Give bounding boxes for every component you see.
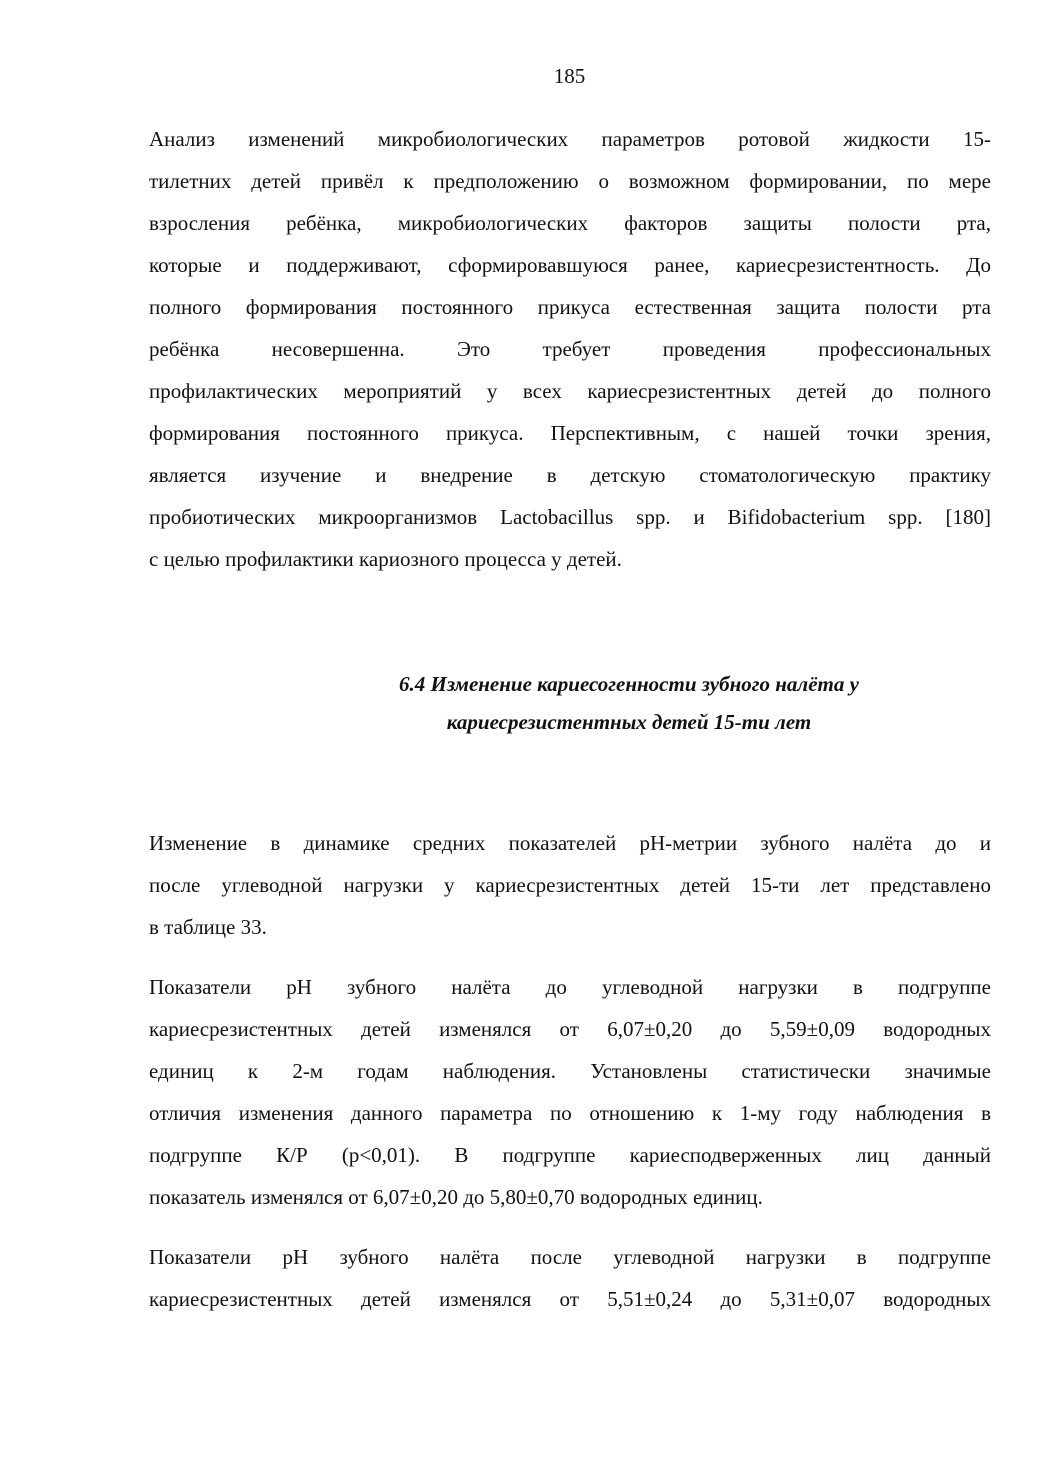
text-line: в таблице 33.: [149, 915, 267, 939]
text-line: с целью профилактики кариозного процесса у детей.: [149, 547, 622, 571]
text-line: Изменение в динамике средних показателей pH-метрии зубного налёта до и: [149, 831, 991, 855]
text-line: ребёнка несовершенна. Это требует проведения профессиональных: [149, 337, 991, 361]
text-line: Показатели pH зубного налёта до углеводной нагрузки в подгруппе: [149, 975, 991, 999]
text-line: показатель изменялся от 6,07±0,20 до 5,80±0,70 водородных единиц.: [149, 1185, 763, 1209]
text-line: после углеводной нагрузки у кариесрезистентных детей 15-ти лет представлено: [149, 873, 991, 897]
text-line: которые и поддерживают, сформировавшуюся ранее, кариесрезистентность. До: [149, 253, 991, 277]
paragraph-microbiology-analysis: [149, 118, 991, 580]
section-heading: [149, 665, 991, 741]
text-line: тилетних детей привёл к предположению о возможном формировании, по мере: [149, 169, 991, 193]
text-line: пробиотических микроорганизмов Lactobacillus spp. и Bifidobacterium spp. [180]: [149, 505, 991, 529]
text-line: Показатели pH зубного налёта после углеводной нагрузки в подгруппе: [149, 1245, 991, 1269]
text-line: отличия изменения данного параметра по отношению к 1-му году наблюдения в: [149, 1101, 991, 1125]
heading-line: 6.4 Изменение кариесогенности зубного налёта у: [399, 672, 859, 696]
heading-line: кариесрезистентных детей 15-ти лет: [446, 710, 812, 734]
paragraph-ph-after-load: [149, 1236, 991, 1320]
text-line: единиц к 2-м годам наблюдения. Установлены статистически значимые: [149, 1059, 991, 1083]
text-line: кариесрезистентных детей изменялся от 6,07±0,20 до 5,59±0,09 водородных: [149, 1017, 991, 1041]
paragraph-ph-intro: [149, 822, 991, 948]
text-line: подгруппе К/Р (р<0,01). В подгруппе кариесподверженных лиц данный: [149, 1143, 991, 1167]
text-line: Анализ изменений микробиологических параметров ротовой жидкости 15-: [149, 127, 991, 151]
text-line: полного формирования постоянного прикуса естественная защита полости рта: [149, 295, 991, 319]
page-number: 185: [553, 64, 586, 88]
text-line: кариесрезистентных детей изменялся от 5,51±0,24 до 5,31±0,07 водородных: [149, 1287, 991, 1311]
paragraph-ph-before-load: [149, 966, 991, 1218]
text-line: профилактических мероприятий у всех кариесрезистентных детей до полного: [149, 379, 991, 403]
text-line: является изучение и внедрение в детскую стоматологическую практику: [149, 463, 991, 487]
text-line: формирования постоянного прикуса. Перспективным, с нашей точки зрения,: [149, 421, 991, 445]
text-line: взросления ребёнка, микробиологических факторов защиты полости рта,: [149, 211, 991, 235]
